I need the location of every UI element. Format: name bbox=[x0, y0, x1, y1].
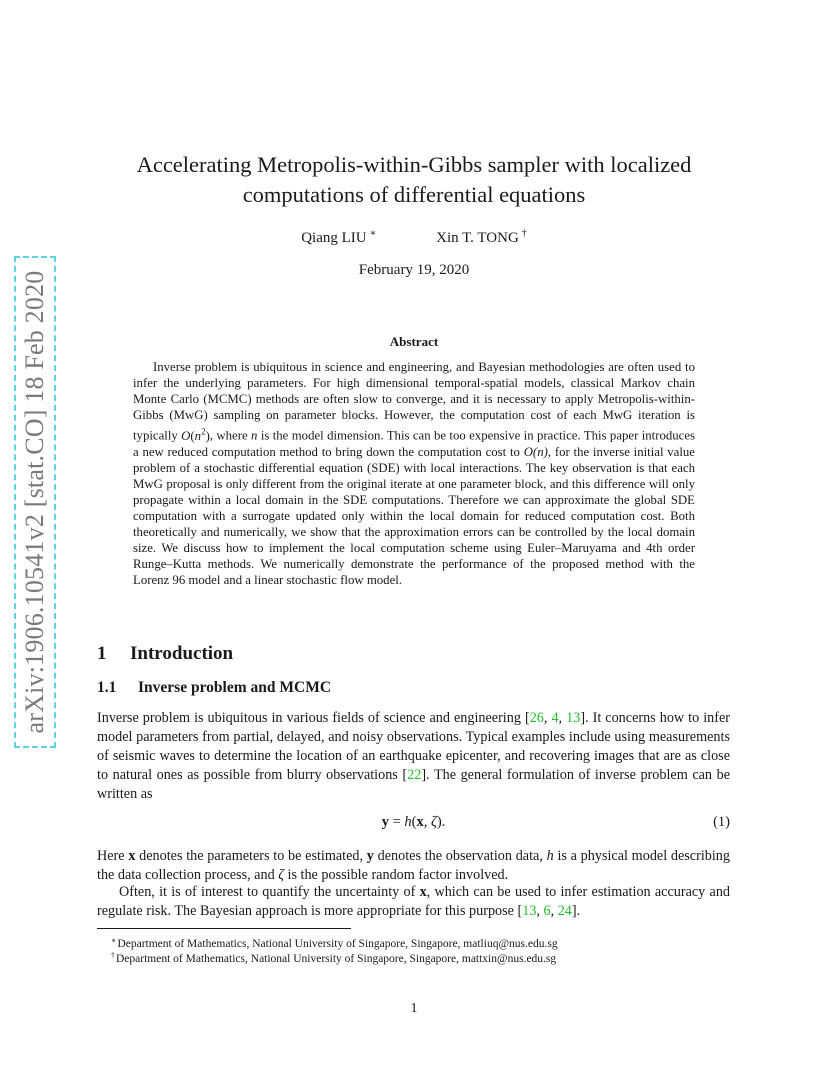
subsection-heading bbox=[97, 679, 331, 697]
abstract-text bbox=[133, 359, 695, 589]
section-heading bbox=[97, 643, 233, 665]
footnote-mark: ∗ bbox=[111, 936, 117, 945]
footnote bbox=[111, 948, 556, 967]
paragraph-text: is the possible random factor involved. bbox=[283, 867, 509, 883]
equation-body bbox=[97, 814, 730, 831]
paragraph-text: Here bbox=[97, 848, 129, 864]
abstract-heading: Abstract bbox=[389, 334, 439, 349]
citation-link[interactable]: 13 bbox=[522, 903, 537, 919]
math-paren: ( bbox=[411, 814, 417, 830]
title-line-2: computations of differential equations bbox=[242, 182, 586, 207]
citation-separator: , bbox=[543, 710, 552, 726]
math-symbol: O bbox=[181, 428, 191, 443]
section-number: 1 bbox=[97, 643, 107, 664]
arxiv-sidebar bbox=[14, 256, 56, 748]
citation-separator: , bbox=[536, 903, 544, 919]
author-list bbox=[98, 228, 730, 247]
math-exponent: 2 bbox=[201, 426, 206, 437]
math-symbol: h bbox=[546, 848, 554, 864]
body-paragraph bbox=[97, 847, 730, 885]
footnote-mark: † bbox=[111, 951, 115, 960]
math-symbol: ζ bbox=[430, 814, 437, 830]
arxiv-identifier[interactable]: arXiv:1906.10541v2 [stat.CO] 18 Feb 2020 bbox=[14, 256, 56, 748]
paragraph-text: denotes the observation data, bbox=[373, 848, 547, 864]
citation-link[interactable]: 4 bbox=[551, 710, 559, 726]
math-symbol: h bbox=[404, 814, 412, 830]
paragraph-text: , which can be used to infer estimation accuracy and regulate risk. The Bayesian approach is more appropriate for this purpose [ bbox=[97, 884, 731, 919]
math-separator: , bbox=[423, 814, 431, 830]
math-inline: O(n) bbox=[523, 444, 548, 459]
paragraph-text: Inverse problem is ubiquitous in various fields of science and engineering [ bbox=[97, 710, 530, 726]
subsection-title: Inverse problem and MCMC bbox=[138, 679, 332, 696]
math-paren: ). bbox=[436, 814, 446, 830]
paragraph-text: ]. It concerns how to infer model parameters from partial, delayed, and noisy observations. Typical examples include using measurements of seismic waves to determine the location of an earthquake epicenter, and recovering images that are as close to natural ones as possible from blurry observations [ bbox=[97, 710, 731, 783]
title-line-1: Accelerating Metropolis-within-Gibbs sampler with localized bbox=[136, 152, 692, 177]
paragraph-text: Often, it is of interest to quantify the uncertainty of bbox=[119, 884, 420, 900]
math-symbol: ζ bbox=[278, 867, 284, 883]
subsection-number: 1.1 bbox=[97, 679, 117, 696]
abstract-part: is the model dimension. This can be too expensive in practice. This paper introduces a new reduced computation method to bring down the computation cost to bbox=[133, 428, 696, 459]
paragraph-text: denotes the parameters to be estimated, bbox=[135, 848, 367, 864]
author-footnote-mark[interactable]: ∗ bbox=[369, 228, 377, 239]
math-inline bbox=[181, 426, 210, 443]
math-symbol: y bbox=[381, 814, 389, 830]
citation-separator: , bbox=[550, 903, 558, 919]
footnote-divider bbox=[97, 928, 351, 929]
citation-link[interactable]: 26 bbox=[529, 710, 544, 726]
citation-link[interactable]: 6 bbox=[543, 903, 551, 919]
section-title: Introduction bbox=[130, 643, 234, 664]
citation-link[interactable]: 22 bbox=[407, 767, 422, 783]
math-operator: = bbox=[388, 814, 405, 830]
page-number: 1 bbox=[410, 1001, 418, 1016]
paper-date: February 19, 2020 bbox=[358, 262, 470, 278]
author-1 bbox=[301, 228, 376, 247]
abstract-part: , where bbox=[209, 428, 252, 443]
body-paragraph bbox=[97, 883, 730, 921]
paper-title bbox=[98, 150, 730, 210]
math-inline: n bbox=[251, 428, 258, 443]
math-symbol: n bbox=[194, 428, 202, 443]
citation-separator: , bbox=[558, 710, 567, 726]
math-symbol: x bbox=[416, 814, 424, 830]
paragraph-text: ]. bbox=[571, 903, 581, 919]
citation-link[interactable]: 24 bbox=[557, 903, 572, 919]
body-paragraph bbox=[97, 709, 730, 804]
paragraph-text: ]. The general formulation of inverse problem can be written as bbox=[97, 767, 730, 802]
equation-number: (1) bbox=[713, 814, 730, 830]
author-name: Xin T. TONG bbox=[436, 230, 519, 246]
author-name: Qiang LIU bbox=[301, 230, 367, 246]
author-2 bbox=[436, 228, 527, 247]
math-symbol: x bbox=[128, 848, 136, 864]
author-footnote-mark[interactable]: † bbox=[521, 228, 527, 239]
footnote-text: Department of Mathematics, National University of Singapore, Singapore, mattxin@nus.edu.sg bbox=[116, 953, 557, 965]
math-symbol: x bbox=[419, 884, 427, 900]
math-symbol: y bbox=[366, 848, 374, 864]
paragraph-text: is a physical model describing the data collection process, and bbox=[97, 848, 730, 883]
math-paren: ( bbox=[190, 428, 195, 443]
footnote-text: Department of Mathematics, National University of Singapore, Singapore, matliuq@nus.edu.sg bbox=[117, 938, 558, 950]
abstract-part: Inverse problem is ubiquitous in science and engineering, and Bayesian methodologies are often used to infer the underlying parameters. For high dimensional temporal-spatial models, classical Markov chain Monte Carlo (MCMC) methods are often slow to converge, and it is necessary to apply Metropolis-within-Gibbs (MwG) sampling on parameter blocks. However, the computation cost of each MwG iteration is typically bbox=[133, 360, 695, 443]
math-paren: ) bbox=[205, 428, 210, 443]
citation-link[interactable]: 13 bbox=[566, 710, 581, 726]
abstract-part: , for the inverse initial value problem of a stochastic differential equation (SDE) with local interactions. The key observation is that each MwG proposal is only different from the original iterate at one parameter block, and this difference will only propagate within a local domain in the SDE computations. Therefore we can approximate the global SDE computation with a surrogate updated only within the local domain for reduced computation cost. Both theoretically and numerically, we show that the approximation errors can be controlled by the local domain size. We discuss how to implement the local computation scheme using Euler–Maruyama and 4th order Runge–Kutta methods. We numerically demonstrate the performance of the proposed method with the Lorenz 96 model and a linear stochastic flow model. bbox=[133, 444, 695, 588]
